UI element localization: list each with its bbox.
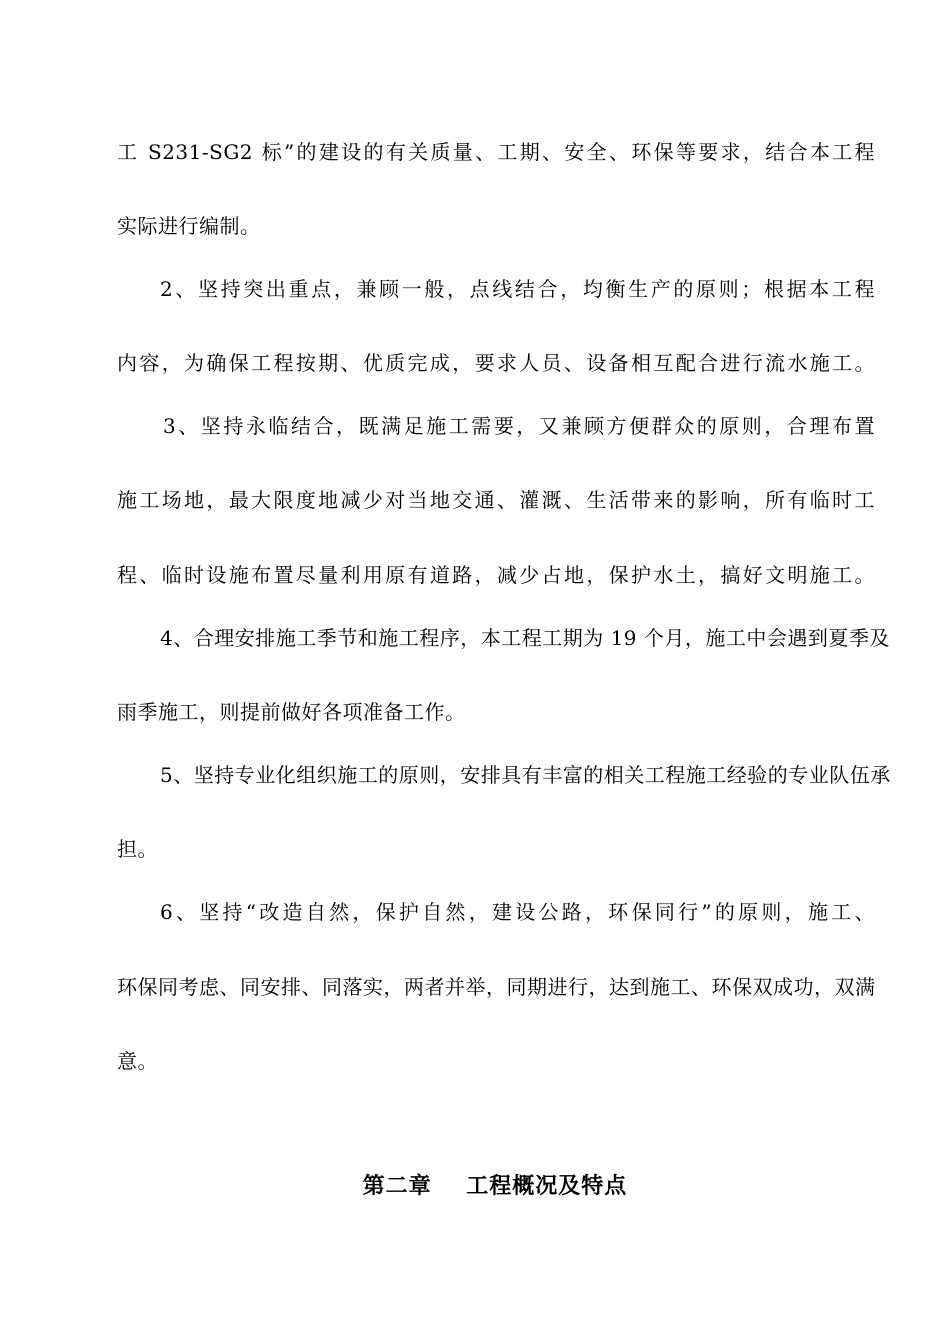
paragraph-4-line: 4、合理安排施工季节和施工程序，本工程工期为 19 个月，施工中会遇到夏季及 (160, 626, 890, 650)
body-text-line: 内容，为确保工程按期、优质完成，要求人员、设备相互配合进行流水施工。 (117, 351, 875, 375)
paragraph-5-line: 5、坚持专业化组织施工的原则，安排具有丰富的相关工程施工经验的专业队伍承 (160, 763, 891, 787)
body-text-line: 意。 (117, 1049, 158, 1073)
body-text-line: 程、临时设施布置尽量利用原有道路，减少占地，保护水土，搞好文明施工。 (117, 563, 875, 587)
body-text-line: 雨季施工，则提前做好各项准备工作。 (117, 700, 466, 724)
chapter-heading: 第二章 工程概况及特点 (362, 1173, 628, 1199)
body-text-line: 环保同考虑、同安排、同落实，两者并举，同期进行，达到施工、环保双成功，双满 (117, 975, 876, 999)
body-text-line: 工 S231-SG2 标”的建设的有关质量、工期、安全、环保等要求，结合本工程 (117, 140, 875, 164)
body-text-line: 实际进行编制。 (117, 214, 261, 238)
paragraph-2-line: 2、坚持突出重点，兼顾一般，点线结合，均衡生产的原则；根据本工程 (160, 277, 875, 301)
paragraph-6-line: 6、坚持“改造自然，保护自然，建设公路，环保同行”的原则，施工、 (160, 900, 875, 924)
body-text-line: 担。 (117, 837, 158, 861)
body-text-line: 施工场地，最大限度地减少对当地交通、灌溉、生活带来的影响，所有临时工 (117, 488, 875, 512)
paragraph-3-line: 3、坚持永临结合，既满足施工需要，又兼顾方便群众的原则，合理布置 (163, 414, 875, 438)
